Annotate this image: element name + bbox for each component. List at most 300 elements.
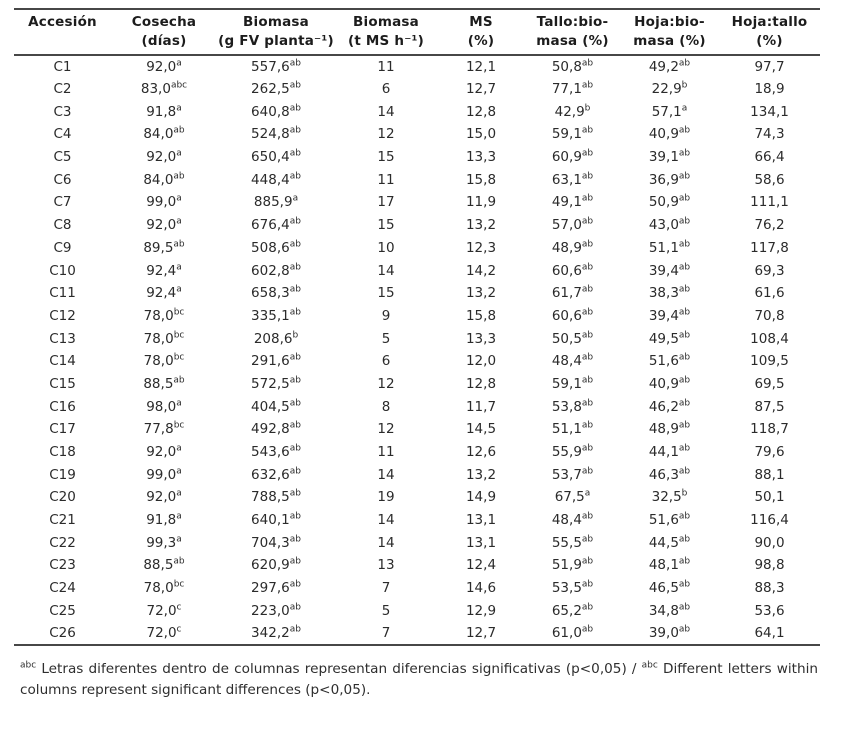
table-cell: 51,6$^{ab}$ — [648, 511, 691, 529]
table-cell: C14 — [49, 353, 76, 370]
table-cell: 34,8$^{ab}$ — [648, 602, 691, 619]
table-cell: C10 — [49, 262, 76, 279]
header-line2: (%) — [467, 33, 495, 49]
table-cell: C13 — [49, 330, 76, 347]
table-cell: 97,7 — [754, 58, 785, 75]
table-row — [14, 214, 820, 237]
significance-letters: ab — [289, 58, 301, 69]
table-cell: 223,0$^{ab}$ — [251, 602, 301, 619]
table-cell: C4 — [53, 126, 72, 143]
table-cell: 12,9 — [465, 602, 497, 619]
table-cell: 79,6 — [754, 444, 785, 461]
table-cell: 404,5$^{ab}$ — [251, 398, 301, 415]
significance-letters: ab — [289, 556, 301, 567]
significance-letters: a — [292, 193, 299, 204]
significance-letters: ab — [581, 284, 594, 295]
table-cell: 291,6$^{ab}$ — [251, 352, 301, 370]
table-cell: 9 — [381, 307, 391, 324]
significance-letters: ab — [581, 171, 594, 182]
table-cell: 43,0$^{ab}$ — [648, 216, 691, 234]
table-cell: 12,4 — [465, 557, 497, 574]
significance-letters: ab — [581, 466, 594, 477]
table-cell: 13,2 — [465, 285, 497, 302]
table-cell: 508,6$^{ab}$ — [251, 239, 301, 256]
significance-letters: ab — [581, 330, 594, 341]
table-cell: 17 — [377, 194, 395, 211]
header-line1: Tallo:bio- — [536, 14, 609, 30]
table-cell: 46,2$^{ab}$ — [648, 398, 691, 415]
table-cell: 335,1$^{ab}$ — [251, 307, 301, 324]
significance-letters: a — [176, 511, 182, 522]
table-cell: 13,3 — [465, 330, 497, 347]
table-cell: C6 — [53, 171, 72, 188]
table-cell: 15,8 — [465, 171, 497, 188]
significance-letters: ab — [678, 511, 691, 522]
table-cell: C21 — [49, 512, 76, 529]
table-cell: 7 — [381, 580, 391, 597]
significance-letters: ab — [678, 352, 691, 363]
table-row — [14, 577, 820, 600]
table-cell: 14,2 — [465, 262, 497, 279]
table-cell: 92,0$^a$ — [146, 58, 182, 75]
table-cell: 46,3$^{ab}$ — [648, 466, 691, 483]
significance-letters: ab — [289, 511, 301, 522]
significance-letters: a — [176, 262, 182, 273]
table-cell: 61,7$^{ab}$ — [551, 284, 594, 302]
significance-letters: a — [176, 534, 182, 545]
significance-letters: ab — [678, 262, 691, 273]
table-cell: 78,0$^{bc}$ — [143, 307, 185, 324]
col-header-biomasa-fv — [217, 9, 335, 55]
significance-letters: ab — [581, 556, 594, 567]
table-cell: 49,1$^{ab}$ — [551, 193, 594, 211]
table-cell: 67,5$^a$ — [554, 488, 591, 506]
table-cell: 69,5 — [754, 375, 785, 392]
table-row — [14, 373, 820, 396]
significance-letters: ab — [678, 171, 691, 182]
table-cell: 44,1$^{ab}$ — [648, 443, 691, 461]
col-header-biomasa-ms — [335, 9, 437, 55]
table-cell: 342,2$^{ab}$ — [217, 622, 335, 645]
significance-letters: ab — [289, 284, 301, 295]
header-line1: Biomasa — [353, 14, 419, 30]
significance-letters: ab — [289, 488, 301, 499]
table-cell: 640,8$^{ab}$ — [251, 103, 301, 120]
table-cell: 10 — [377, 239, 395, 256]
significance-letters: ab — [173, 239, 185, 250]
header-line2: masa (%) — [633, 33, 706, 49]
header-line1: Biomasa — [243, 14, 309, 30]
table-cell: 72,0$^c$ — [146, 602, 182, 619]
table-cell: 99,3$^a$ — [146, 534, 182, 551]
significance-letters: ab — [581, 148, 594, 159]
significance-letters: ab — [289, 443, 301, 454]
table-cell: 53,5$^{ab}$ — [551, 579, 594, 597]
table-cell: 59,1$^{ab}$ — [551, 375, 594, 392]
table-cell: 12,8 — [465, 375, 497, 392]
significance-letters: b — [681, 80, 688, 91]
footnote-text-es: Letras diferentes dentro de columnas representan diferencias significativas (p<0,05) / — [36, 660, 642, 677]
significance-letters: ab — [289, 466, 301, 477]
significance-letters: bc — [173, 420, 185, 431]
table-cell: 12,0 — [465, 353, 497, 370]
table-cell: 50,9$^{ab}$ — [648, 193, 691, 211]
table-cell: 13,2 — [465, 466, 497, 483]
table-row — [14, 282, 820, 305]
table-cell: 13 — [377, 557, 395, 574]
significance-letters: ab — [581, 420, 594, 431]
significance-letters: a — [584, 488, 591, 499]
table-cell: 14,6 — [465, 580, 497, 597]
table-row — [14, 418, 820, 441]
table-cell: 40,9$^{ab}$ — [648, 375, 691, 392]
table-row — [14, 509, 820, 532]
header-line2: (g FV planta⁻¹) — [218, 33, 334, 49]
table-cell: C16 — [49, 398, 76, 415]
significance-letters: b — [292, 330, 299, 341]
table-cell: 12,7 — [465, 81, 497, 98]
table-cell: C1 — [53, 58, 72, 75]
table-cell: 14 — [377, 466, 395, 483]
significance-letters: ab — [678, 216, 691, 227]
header-line2: masa (%) — [536, 33, 609, 49]
significance-letters: ab — [581, 80, 594, 91]
significance-letters: ab — [289, 262, 301, 273]
header-line1: Cosecha — [131, 14, 197, 30]
significance-letters: ab — [678, 330, 691, 341]
significance-letters: ab — [581, 216, 594, 227]
significance-letters: ab — [678, 58, 691, 69]
table-cell: 91,8$^a$ — [146, 103, 182, 120]
table-cell: 88,5$^{ab}$ — [143, 556, 185, 574]
table-cell: 88,3 — [754, 580, 785, 597]
table-cell: 84,0$^{ab}$ — [143, 171, 185, 188]
table-row — [14, 350, 820, 373]
significance-letters: ab — [581, 534, 594, 545]
table-cell: 448,4$^{ab}$ — [251, 171, 301, 188]
table-cell: 658,3$^{ab}$ — [251, 284, 301, 302]
table-row — [14, 78, 820, 101]
table-row — [14, 441, 820, 464]
col-header-tallo-biomasa — [525, 9, 620, 55]
table-cell: 111,1 — [750, 194, 789, 211]
table-cell: 704,3$^{ab}$ — [251, 534, 301, 551]
table-cell: 14,5 — [465, 421, 497, 438]
header-row — [14, 9, 820, 55]
table-cell: C5 — [53, 149, 72, 166]
table-cell: 55,5$^{ab}$ — [551, 534, 594, 551]
significance-letters: a — [176, 398, 182, 409]
significance-letters: ab — [581, 58, 594, 69]
table-cell: 15,8 — [465, 307, 497, 324]
table-cell: 44,5$^{ab}$ — [648, 534, 691, 551]
table-row — [14, 100, 820, 123]
table-cell: 78,0$^{bc}$ — [143, 579, 185, 597]
significance-letters: ab — [678, 624, 691, 635]
significance-letters: bc — [173, 579, 185, 590]
table-row — [14, 305, 820, 328]
significance-letters: ab — [678, 284, 691, 295]
table-cell: 12 — [377, 375, 395, 392]
significance-letters: a — [176, 216, 182, 227]
table-cell: C9 — [53, 239, 72, 256]
table-cell: 650,4$^{ab}$ — [251, 148, 301, 166]
significance-letters: ab — [289, 534, 301, 545]
table-cell: 84,0$^{ab}$ — [143, 125, 185, 143]
table-cell: 70,8 — [754, 307, 785, 324]
table-cell: C18 — [49, 444, 76, 461]
table-cell: 262,5$^{ab}$ — [251, 80, 301, 98]
table-cell: 50,8$^{ab}$ — [551, 58, 594, 75]
footnote-significance-sup-en: abc — [641, 660, 658, 671]
significance-letters: ab — [581, 398, 594, 409]
table-row — [14, 123, 820, 146]
table-cell: 99,0$^a$ — [146, 466, 182, 483]
table-cell: 117,8 — [750, 239, 789, 256]
table-cell: 48,4$^{ab}$ — [551, 511, 594, 529]
table-header — [14, 9, 820, 55]
table-cell: C11 — [49, 285, 76, 302]
significance-letters: ab — [678, 148, 691, 159]
table-cell: 55,9$^{ab}$ — [551, 443, 594, 461]
significance-letters: a — [176, 488, 182, 499]
table-cell: C26 — [14, 622, 111, 645]
table-cell: 78,0$^{bc}$ — [143, 352, 185, 370]
significance-letters: ab — [581, 262, 594, 273]
table-cell: 22,9$^b$ — [651, 80, 688, 98]
table-cell: 42,9$^b$ — [554, 103, 591, 120]
table-cell: C15 — [49, 375, 76, 392]
table-cell: 5 — [381, 602, 391, 619]
significance-letters: ab — [289, 307, 301, 318]
table-cell: 18,9 — [754, 81, 785, 98]
footnote-significance-sup-es: abc — [20, 660, 37, 671]
table-row — [14, 486, 820, 509]
table-row — [14, 622, 820, 645]
table-cell: 78,0$^{bc}$ — [143, 330, 185, 347]
table-cell: 14,9 — [465, 489, 497, 506]
significance-letters: ab — [173, 171, 185, 182]
table-cell: 108,4 — [750, 330, 789, 347]
table-cell: C22 — [49, 534, 76, 551]
table-row — [14, 259, 820, 282]
table-row — [14, 554, 820, 577]
significance-letters: a — [176, 193, 182, 204]
table-cell: 602,8$^{ab}$ — [251, 262, 301, 279]
table-cell: 40,9$^{ab}$ — [648, 125, 691, 143]
significance-letters: ab — [678, 307, 691, 318]
significance-letters: ab — [289, 398, 301, 409]
table-cell: 65,2$^{ab}$ — [551, 602, 594, 619]
table-cell: 14 — [377, 512, 395, 529]
table-cell: 89,5$^{ab}$ — [143, 239, 185, 256]
table-row — [14, 395, 820, 418]
table-cell: 557,6$^{ab}$ — [251, 58, 301, 75]
table-cell: 492,8$^{ab}$ — [251, 420, 301, 438]
significance-letters: ab — [678, 398, 691, 409]
table-cell: 134,1 — [750, 103, 789, 120]
significance-letters: ab — [289, 420, 301, 431]
table-cell: 92,0$^a$ — [146, 488, 182, 506]
col-header-hoja-tallo — [719, 9, 820, 55]
table-cell: 39,4$^{ab}$ — [648, 262, 691, 279]
significance-letters: c — [176, 624, 182, 635]
table-cell: 116,4 — [750, 512, 789, 529]
table-cell: C19 — [49, 466, 76, 483]
significance-letters: ab — [289, 239, 301, 250]
significance-letters: ab — [581, 125, 594, 136]
significance-letters: ab — [289, 125, 301, 136]
table-cell: 59,1$^{ab}$ — [551, 125, 594, 143]
significance-letters: ab — [678, 125, 691, 136]
table-cell: 620,9$^{ab}$ — [251, 556, 301, 574]
significance-letters: a — [176, 148, 182, 159]
table-cell: 11,9 — [465, 194, 497, 211]
table-cell: C20 — [49, 489, 76, 506]
significance-letters: ab — [678, 466, 691, 477]
table-cell: 57,0$^{ab}$ — [551, 216, 594, 234]
table-cell: 5 — [381, 330, 391, 347]
table-cell: 48,4$^{ab}$ — [551, 352, 594, 370]
significance-letters: ab — [289, 352, 301, 363]
col-header-accesion — [14, 9, 111, 55]
table-cell: 12,7 — [437, 622, 525, 645]
table-cell: C23 — [49, 557, 76, 574]
header-line1: MS — [469, 14, 493, 30]
table-cell: 118,7 — [750, 421, 789, 438]
significance-letters: ab — [678, 556, 691, 567]
table-cell: 208,6$^b$ — [253, 330, 299, 347]
table-row — [14, 327, 820, 350]
significance-letters: ab — [581, 602, 594, 613]
significance-letters: ab — [173, 375, 185, 386]
table-cell: 83,0$^{abc}$ — [140, 80, 188, 98]
table-row — [14, 146, 820, 169]
table-cell: 48,9$^{ab}$ — [648, 420, 691, 438]
significance-letters: ab — [289, 579, 301, 590]
table-cell: 13,2 — [465, 217, 497, 234]
significance-letters: ab — [289, 148, 301, 159]
table-cell: 51,9$^{ab}$ — [551, 556, 594, 574]
table-cell: 77,8$^{bc}$ — [143, 420, 185, 438]
table-cell: 36,9$^{ab}$ — [648, 171, 691, 188]
col-header-cosecha — [111, 9, 217, 55]
table-cell: 51,1$^{ab}$ — [648, 239, 691, 256]
significance-letters: ab — [289, 103, 301, 114]
table-cell: 99,0$^a$ — [146, 193, 182, 211]
table-cell: 61,6 — [754, 285, 785, 302]
significance-letters: ab — [289, 171, 301, 182]
header-line1: Hoja:tallo — [731, 14, 808, 30]
table-cell: 12 — [377, 126, 395, 143]
table-cell: 14 — [377, 103, 395, 120]
table-cell: 11,7 — [465, 398, 497, 415]
significance-letters: bc — [173, 330, 185, 341]
table-cell: 98,8 — [754, 557, 785, 574]
footnote-text-en: Different letters within columns represent significant differences (p<0,05). — [20, 660, 818, 699]
table-cell: 39,1$^{ab}$ — [648, 148, 691, 166]
table-cell: 53,7$^{ab}$ — [551, 466, 594, 483]
table-cell: 74,3 — [754, 126, 785, 143]
table-cell: 91,8$^a$ — [146, 511, 182, 529]
table-cell: C8 — [53, 217, 72, 234]
significance-letters: ab — [173, 125, 185, 136]
table-cell: C12 — [49, 307, 76, 324]
table-cell: 19 — [377, 489, 395, 506]
table-cell: 72,0$^c$ — [111, 622, 217, 645]
header-line2: (%) — [756, 33, 783, 49]
accessions-biomass-table — [14, 8, 820, 646]
table-cell: 63,1$^{ab}$ — [551, 171, 594, 188]
significance-letters: ab — [581, 511, 594, 522]
table-cell: 38,3$^{ab}$ — [648, 284, 691, 302]
table-cell: 66,4 — [754, 149, 785, 166]
col-header-hoja-biomasa — [620, 9, 719, 55]
table-cell: 51,6$^{ab}$ — [648, 352, 691, 370]
table-cell: 15,0 — [465, 126, 497, 143]
significance-letters: ab — [581, 375, 594, 386]
significance-letters: ab — [678, 602, 691, 613]
significance-letters: b — [584, 103, 591, 114]
significance-letters: ab — [678, 420, 691, 431]
table-cell: 572,5$^{ab}$ — [251, 375, 301, 392]
significance-letters: b — [681, 488, 688, 499]
table-row — [14, 168, 820, 191]
table-cell: 14 — [377, 262, 395, 279]
table-cell: 60,6$^{ab}$ — [551, 307, 594, 324]
significance-letters: ab — [173, 556, 185, 567]
table-cell: 885,9$^a$ — [253, 193, 299, 211]
table-cell: 48,9$^{ab}$ — [551, 239, 594, 256]
header-line2: (t MS h⁻¹) — [348, 33, 424, 49]
significance-letters: a — [176, 284, 182, 295]
table-cell: 12,3 — [465, 239, 497, 256]
table-cell: 98,0$^a$ — [146, 398, 182, 415]
significance-letters: ab — [289, 216, 301, 227]
table-cell: 676,4$^{ab}$ — [251, 216, 301, 234]
table-footnote — [20, 659, 818, 702]
table-cell: 8 — [381, 398, 391, 415]
table-cell: 57,1$^a$ — [651, 103, 688, 120]
table-cell: 92,0$^a$ — [146, 216, 182, 234]
table-cell: C7 — [53, 194, 72, 211]
significance-letters: ab — [678, 579, 691, 590]
table-row — [14, 55, 820, 78]
significance-letters: ab — [289, 80, 301, 91]
table-row — [14, 191, 820, 214]
table-cell: 69,3 — [754, 262, 785, 279]
table-cell: 297,6$^{ab}$ — [251, 579, 301, 597]
table-cell: 60,9$^{ab}$ — [551, 148, 594, 166]
significance-letters: bc — [173, 352, 185, 363]
table-cell: 87,5 — [754, 398, 785, 415]
table-cell: 58,6 — [754, 171, 785, 188]
table-row — [14, 237, 820, 260]
significance-letters: a — [681, 103, 688, 114]
significance-letters: a — [176, 443, 182, 454]
table-cell: 92,0$^a$ — [146, 148, 182, 166]
table-cell: 88,1 — [754, 466, 785, 483]
table-cell: 88,5$^{ab}$ — [143, 375, 185, 392]
significance-letters: ab — [581, 352, 594, 363]
significance-letters: ab — [289, 624, 301, 635]
table-row — [14, 600, 820, 623]
header-line1: Hoja:bio- — [634, 14, 705, 30]
significance-letters: ab — [289, 375, 301, 386]
significance-letters: bc — [173, 307, 185, 318]
significance-letters: ab — [581, 193, 594, 204]
table-cell: C25 — [49, 602, 76, 619]
